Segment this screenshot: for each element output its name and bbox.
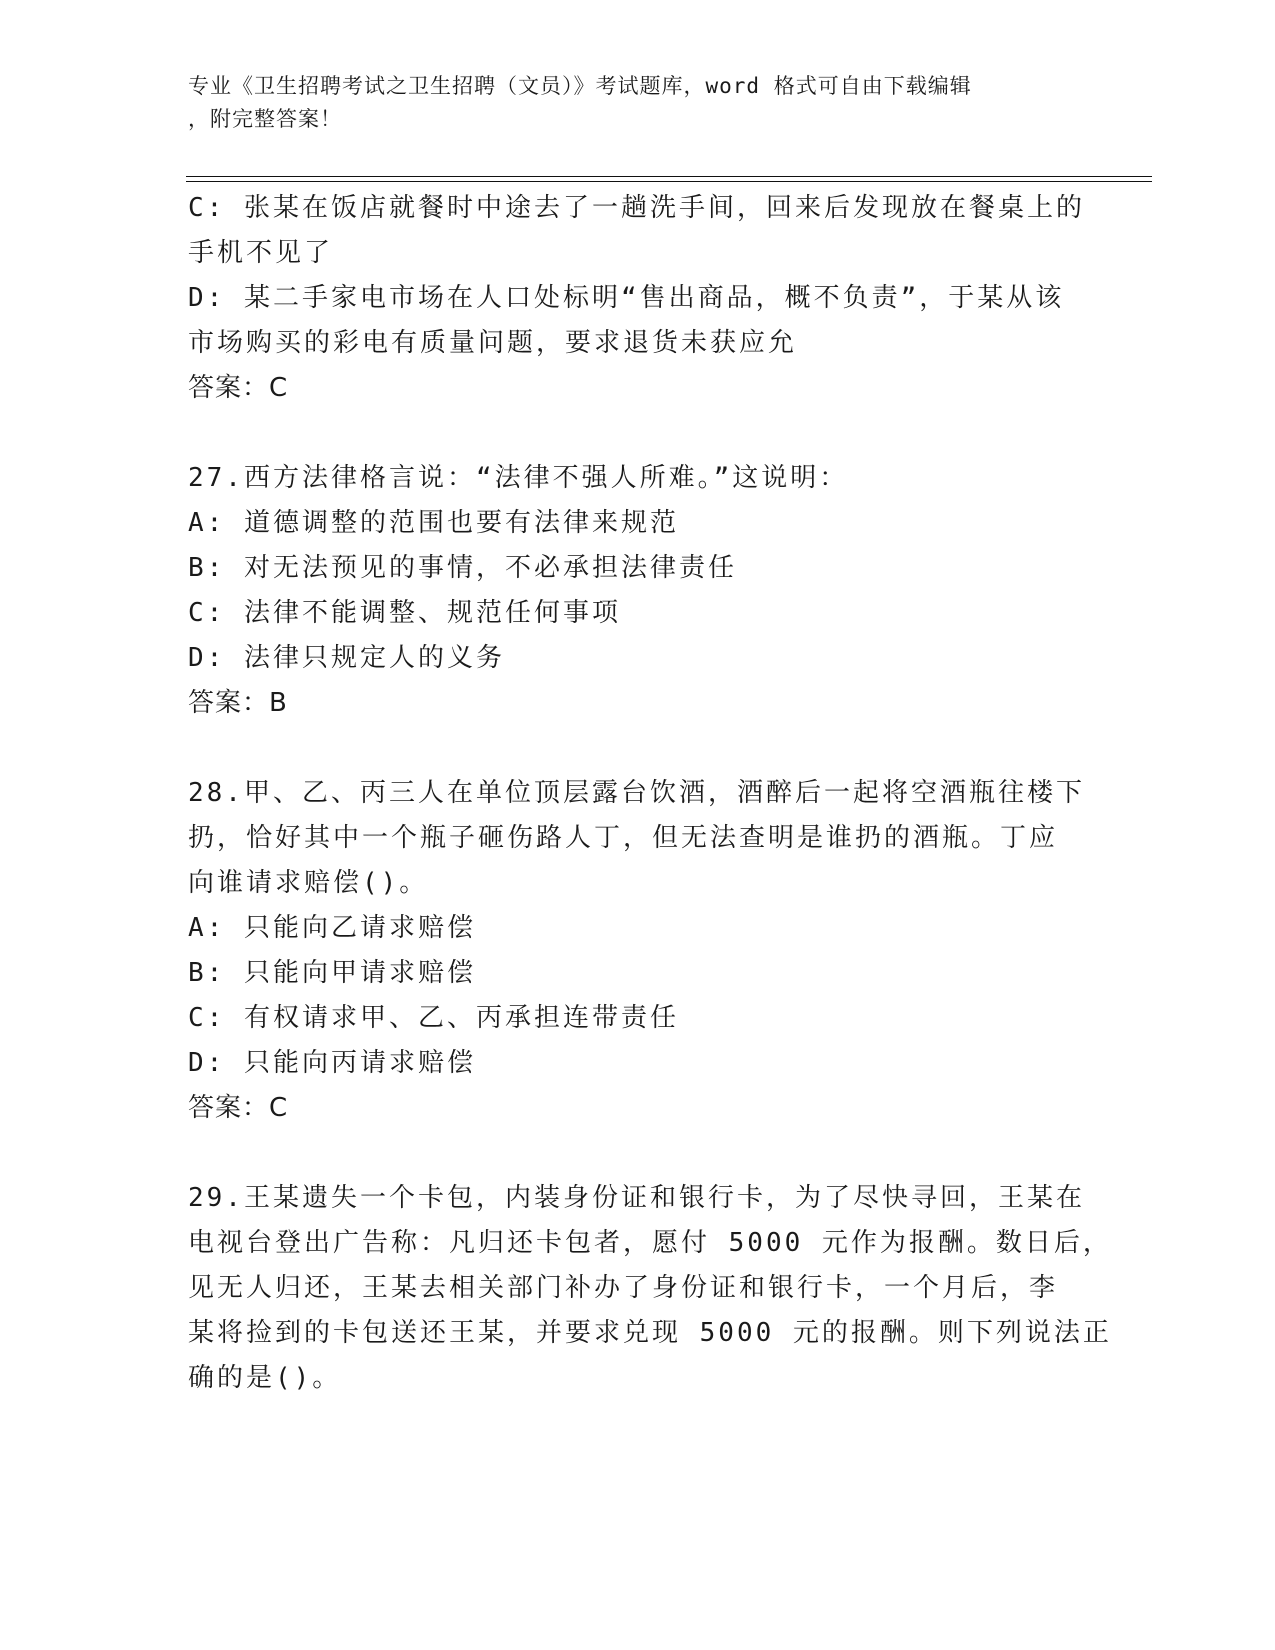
question-stem-line-2: 扔，恰好其中一个瓶子砸伤路人丁，但无法查明是谁扔的酒瓶。丁应 [188,823,1059,853]
question-stem-line-5: 确的是()。 [188,1363,342,1393]
header-line-2: ，附完整答案！ [188,107,342,131]
answer: 答案：C [188,373,289,403]
question-stem-line-1: 29.王某遗失一个卡包，内装身份证和银行卡，为了尽快寻回，王某在 [188,1183,1085,1213]
header-rule-top [186,176,1152,177]
option-c-line-1: C: 张某在饭店就餐时中途去了一趟洗手间，回来后发现放在餐桌上的 [188,193,1085,223]
answer: 答案：C [188,1093,289,1123]
prev-question [188,186,1088,411]
question-27 [188,456,1088,726]
question-stem-line-3: 见无人归还，王某去相关部门补办了身份证和银行卡，一个月后，李 [188,1273,1059,1303]
answer: 答案：B [188,688,288,718]
header-line-1: 专业《卫生招聘考试之卫生招聘（文员）》考试题库，word 格式可自由下载编辑 [188,74,972,98]
question-28 [188,771,1088,1131]
option-c: C: 有权请求甲、乙、丙承担连带责任 [188,1003,679,1033]
option-d-line-2: 市场购买的彩电有质量问题，要求退货未获应允 [188,328,798,358]
option-c: C: 法律不能调整、规范任何事项 [188,598,621,628]
option-b: B: 只能向甲请求赔偿 [188,958,476,988]
option-d: D: 只能向丙请求赔偿 [188,1048,476,1078]
option-d-line-1: D: 某二手家电市场在人口处标明“售出商品，概不负责”，于某从该 [188,283,1065,313]
page-header [188,70,1068,136]
question-stem-line-3: 向谁请求赔偿()。 [188,868,429,898]
header-rule-bottom [186,181,1152,182]
option-a: A: 道德调整的范围也要有法律来规范 [188,508,679,538]
question-stem-line-2: 电视台登出广告称：凡归还卡包者，愿付 5000 元作为报酬。数日后， [188,1228,1112,1258]
question-stem: 27.西方法律格言说：“法律不强人所难。”这说明： [188,463,849,493]
option-a: A: 只能向乙请求赔偿 [188,913,476,943]
option-b: B: 对无法预见的事情，不必承担法律责任 [188,553,737,583]
question-content [188,186,1112,1401]
option-c-line-2: 手机不见了 [188,238,334,268]
option-d: D: 法律只规定人的义务 [188,643,505,673]
question-stem-line-4: 某将捡到的卡包送还王某，并要求兑现 5000 元的报酬。则下列说法正 [188,1318,1112,1348]
question-stem-line-1: 28.甲、乙、丙三人在单位顶层露台饮酒，酒醉后一起将空酒瓶往楼下 [188,778,1085,808]
question-29 [188,1176,1112,1401]
